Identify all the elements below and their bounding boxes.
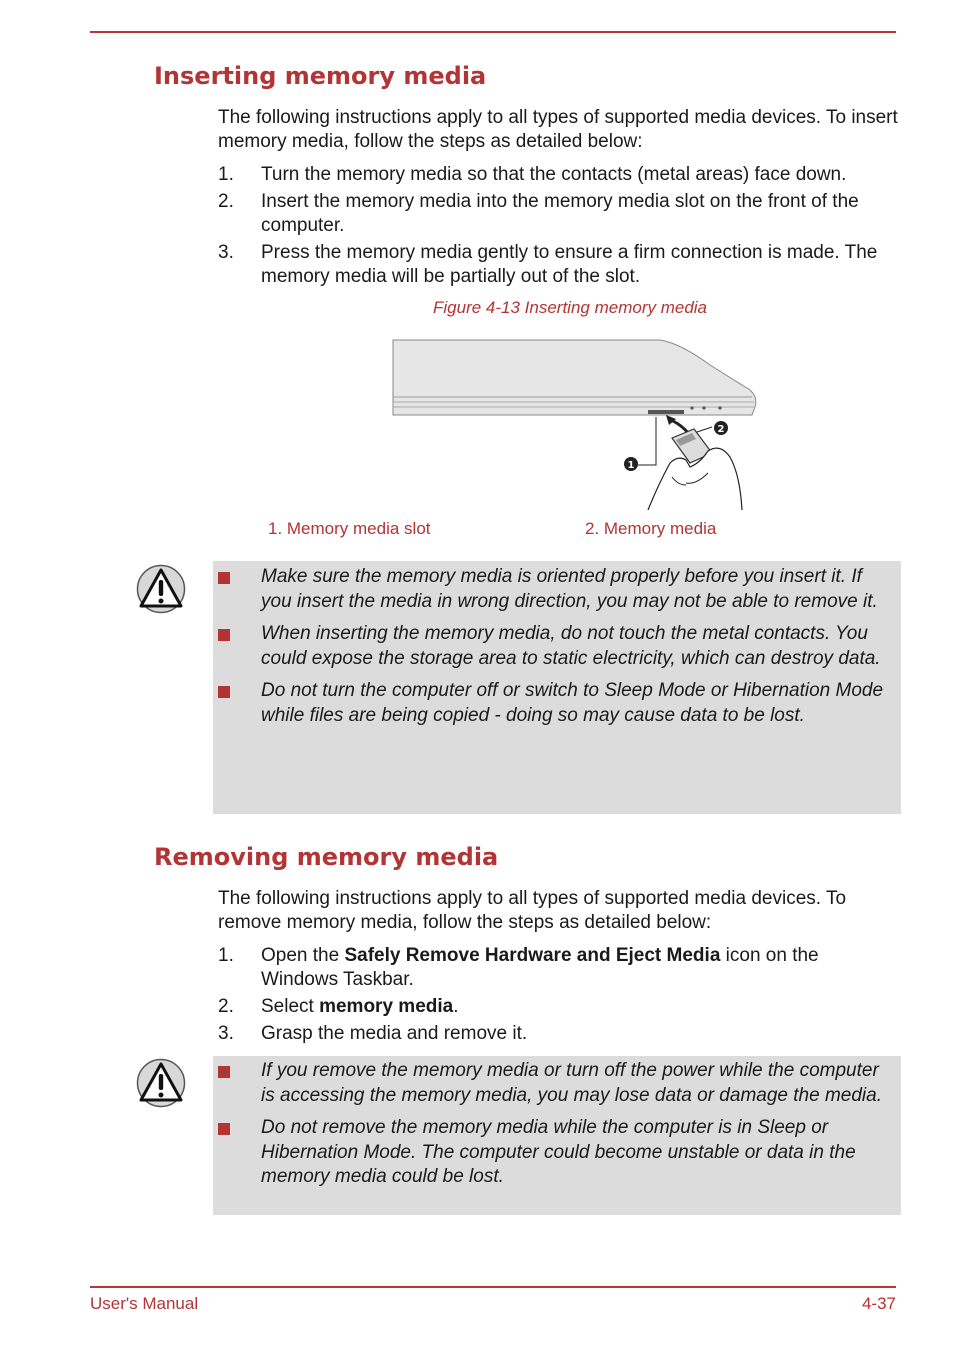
heading-inserting: Inserting memory media [154,62,487,90]
list-item: 2. Select memory media. [218,996,459,1017]
list-item: 2. Insert the memory media into the memory media slot on the front of the computer. [218,191,859,236]
header-rule [90,31,896,33]
bullet-icon [218,629,230,641]
list-item: 1. Open the Safely Remove Hardware and Eject Media icon on the Windows Taskbar. [218,945,819,990]
warning-box-removing [213,1056,901,1215]
bullet-icon [218,572,230,584]
svg-text:2: 2 [717,424,725,435]
list-item: Make sure the memory media is oriented properly before you insert it. If you insert the media in wrong direction, you may not be able to remove it. [213,565,891,614]
warning-triangle-icon [136,1058,186,1108]
list-item: When inserting the memory media, do not touch the metal contacts. You could expose the storage area to static electricity, which can destroy data. [213,622,891,671]
bullet-icon [218,1066,230,1078]
steps-inserting [218,163,898,292]
laptop-memory-media-illustration [390,335,760,510]
figure-caption: Figure 4-13 Inserting memory media [433,298,708,317]
list-item: 3. Grasp the media and remove it. [218,1023,528,1044]
footer-title: User's Manual [90,1294,199,1313]
intro-inserting: The following instructions apply to all types of supported media devices. To insert memory media, follow the steps as detailed below: [218,107,898,152]
svg-text:1: 1 [627,460,635,471]
steps-removing [218,944,898,1049]
list-item: 1. Turn the memory media so that the contacts (metal areas) face down. [218,164,847,185]
warning-box-inserting [213,561,901,814]
warning-triangle-icon [136,564,186,614]
intro-removing: The following instructions apply to all types of supported media devices. To remove memory media, follow the steps as detailed below: [218,888,847,933]
list-item: Do not turn the computer off or switch to Sleep Mode or Hibernation Mode while files are being copied - doing so may cause data to be lost. [213,679,891,728]
list-item: 3. Press the memory media gently to ensure a firm connection is made. The memory media will be partially out of the slot. [218,242,878,287]
legend-memory-media-slot: 1. Memory media slot [268,519,431,538]
page-number: 4-37 [861,1294,896,1313]
footer-rule [90,1286,896,1288]
list-item: Do not remove the memory media while the computer is in Sleep or Hibernation Mode. The computer could become unstable or data in the memory media could be lost. [213,1116,891,1190]
list-item: If you remove the memory media or turn off the power while the computer is accessing the memory media, you may lose data or damage the media. [213,1059,891,1108]
legend-memory-media: 2. Memory media [585,519,717,538]
heading-removing: Removing memory media [154,843,499,871]
bullet-icon [218,686,230,698]
bullet-icon [218,1123,230,1135]
